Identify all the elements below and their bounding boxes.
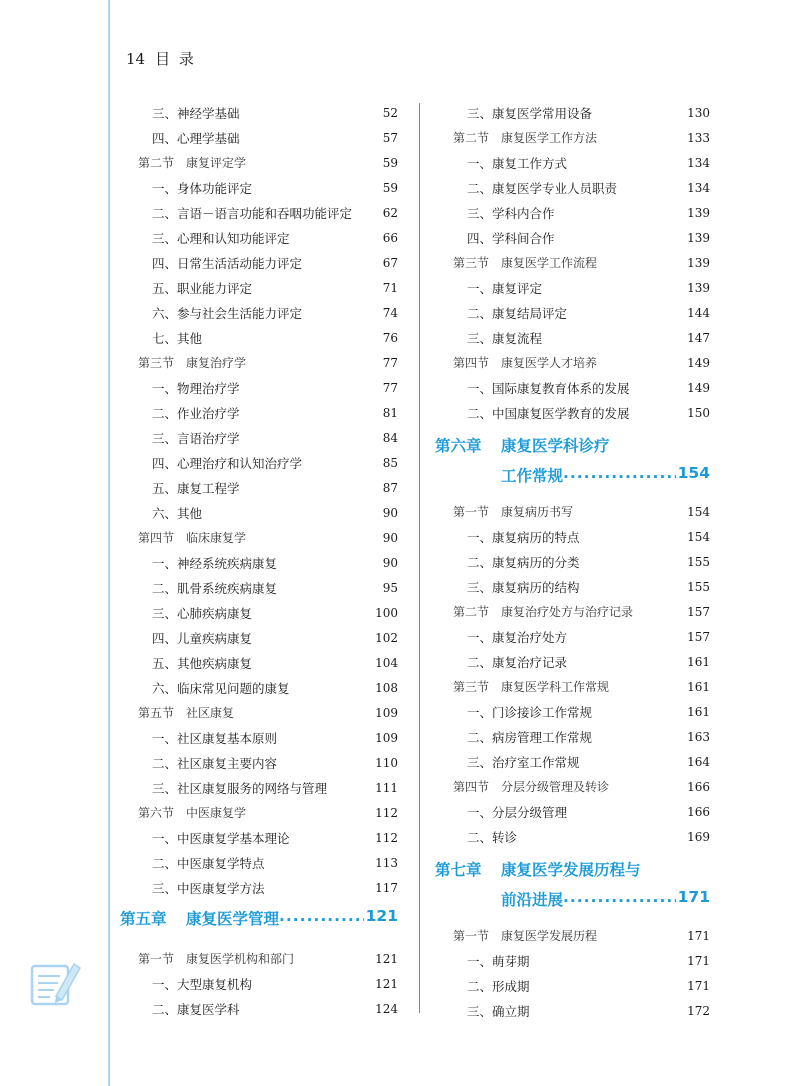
toc-page-number: 171	[687, 929, 710, 943]
toc-entry-label: 一、大型康复机构	[152, 977, 253, 992]
toc-item	[120, 576, 398, 601]
toc-entry-label: 一、康复病历的特点	[467, 530, 580, 545]
toc-entry-label: 二、作业治疗学	[152, 406, 240, 421]
toc-section	[435, 126, 710, 151]
toc-entry-label: 二、言语－语言功能和吞咽功能评定	[152, 206, 353, 221]
toc-page-number: 154	[687, 505, 710, 519]
toc-entry-label: 三、心肺疾病康复	[152, 606, 253, 621]
toc-item	[435, 226, 710, 251]
toc-section	[435, 251, 710, 276]
leader-dots	[563, 888, 676, 910]
toc-entry-label: 第二节 康复评定学	[138, 156, 247, 170]
toc-item	[120, 251, 398, 276]
toc-item	[120, 876, 398, 901]
toc-page-number: 139	[687, 256, 710, 270]
toc-item	[120, 997, 398, 1022]
toc-entry-label: 一、康复评定	[467, 281, 543, 296]
chapter-title-line2	[501, 888, 710, 910]
toc-page-number: 77	[382, 356, 398, 370]
toc-entry-label: 二、转诊	[467, 830, 518, 845]
margin-line	[108, 0, 110, 1086]
toc-page-number: 76	[382, 331, 398, 345]
toc-entry-label: 六、其他	[152, 506, 203, 521]
toc-page-number: 161	[687, 680, 710, 694]
toc-page-number: 172	[687, 1004, 710, 1018]
toc-entry-label: 四、学科间合作	[467, 231, 555, 246]
toc-item	[435, 825, 710, 850]
toc-entry-label: 三、康复流程	[467, 331, 543, 346]
toc-entry-label: 三、中医康复学方法	[152, 881, 265, 896]
toc-entry-label: 二、康复治疗记录	[467, 655, 568, 670]
toc-item	[435, 201, 710, 226]
toc-page-number: 154	[687, 530, 710, 544]
toc-item	[120, 326, 398, 351]
toc-item	[435, 376, 710, 401]
column-divider	[419, 103, 420, 1013]
toc-item	[435, 401, 710, 426]
toc-item	[120, 176, 398, 201]
toc-page-number: 166	[687, 805, 710, 819]
toc-entry-label: 二、康复医学专业人员职责	[467, 181, 618, 196]
toc-entry-label: 五、其他疾病康复	[152, 656, 253, 671]
chapter-title-continued: 工作常规	[501, 467, 564, 485]
toc-chapter	[435, 430, 710, 498]
toc-entry-label: 第六节 中医康复学	[138, 806, 247, 820]
toc-entry-label: 一、中医康复学基本理论	[152, 831, 290, 846]
toc-entry-label: 第三节 康复医学工作流程	[453, 256, 598, 270]
toc-item	[120, 851, 398, 876]
toc-page-number: 81	[382, 406, 398, 420]
page-number: 14	[126, 50, 146, 68]
toc-entry-label: 三、神经学基础	[152, 106, 240, 121]
toc-page-number: 139	[687, 206, 710, 220]
toc-page-number: 108	[375, 681, 398, 695]
toc-entry-label: 四、日常生活活动能力评定	[152, 256, 303, 271]
toc-item	[120, 201, 398, 226]
chapter-page-number: 171	[677, 888, 710, 906]
chapter-title-line1: 康复医学发展历程与	[501, 861, 641, 879]
toc-item	[120, 401, 398, 426]
toc-page-number: 121	[375, 952, 398, 966]
leader-dots	[279, 907, 364, 929]
chapter-title-line2	[501, 464, 710, 486]
chapter-title-continued: 前沿进展	[501, 891, 564, 909]
toc-section	[435, 775, 710, 800]
toc-entry-label: 一、国际康复教育体系的发展	[467, 381, 630, 396]
toc-page-number: 109	[375, 731, 398, 745]
toc-entry-label: 七、其他	[152, 331, 203, 346]
chapter-number: 第七章	[435, 861, 482, 879]
toc-item	[120, 476, 398, 501]
toc-page-number: 161	[687, 655, 710, 669]
toc-entry-label: 二、康复结局评定	[467, 306, 568, 321]
page-header	[126, 48, 196, 69]
toc-item	[120, 301, 398, 326]
toc-section	[120, 801, 398, 826]
toc-item	[120, 676, 398, 701]
toc-entry-label: 六、参与社会生活能力评定	[152, 306, 303, 321]
toc-page-number: 77	[382, 381, 398, 395]
toc-entry-label: 三、康复病历的结构	[467, 580, 580, 595]
chapter-page-number: 121	[365, 907, 398, 925]
toc-page-number: 163	[687, 730, 710, 744]
toc-page-number: 171	[687, 954, 710, 968]
toc-item	[120, 501, 398, 526]
toc-page-number: 124	[375, 1002, 398, 1016]
notebook-pencil-icon	[28, 956, 82, 1010]
toc-entry-label: 一、门诊接诊工作常规	[467, 705, 593, 720]
toc-entry-label: 二、康复医学科	[152, 1002, 240, 1017]
toc-item	[120, 826, 398, 851]
toc-item	[435, 949, 710, 974]
toc-item	[120, 626, 398, 651]
toc-item	[120, 276, 398, 301]
toc-page-number: 90	[382, 531, 398, 545]
toc-entry-label: 四、心理学基础	[152, 131, 240, 146]
toc-item	[435, 176, 710, 201]
header-title: 目 录	[155, 50, 196, 68]
toc-page-number: 66	[382, 231, 398, 245]
toc-item	[120, 426, 398, 451]
toc-item	[120, 551, 398, 576]
toc-entry-label: 五、康复工程学	[152, 481, 240, 496]
toc-page-number: 161	[687, 705, 710, 719]
toc-item	[435, 575, 710, 600]
toc-entry-label: 第一节 康复医学发展历程	[453, 929, 598, 943]
toc-entry-label: 第二节 康复治疗处方与治疗记录	[453, 605, 634, 619]
toc-section	[435, 675, 710, 700]
chapter-title: 康复医学管理	[186, 910, 280, 928]
toc-page-number: 113	[375, 856, 398, 870]
toc-section	[120, 947, 398, 972]
toc-page-number: 169	[687, 830, 710, 844]
chapter-number: 第五章	[120, 910, 167, 928]
toc-entry-label: 第四节 康复医学人才培养	[453, 356, 598, 370]
toc-page-number: 71	[382, 281, 398, 295]
toc-item	[435, 974, 710, 999]
chapter-page-number: 154	[677, 464, 710, 482]
toc-entry-label: 三、确立期	[467, 1004, 530, 1019]
toc-entry-label: 三、康复医学常用设备	[467, 106, 593, 121]
toc-section	[435, 500, 710, 525]
toc-page-number: 102	[375, 631, 398, 645]
toc-page-number: 90	[382, 556, 398, 570]
toc-entry-label: 一、神经系统疾病康复	[152, 556, 278, 571]
toc-item	[120, 776, 398, 801]
toc-section	[435, 351, 710, 376]
toc-page-number: 112	[375, 806, 398, 820]
toc-entry-label: 第四节 临床康复学	[138, 531, 247, 545]
toc-item	[120, 226, 398, 251]
toc-entry-label: 一、物理治疗学	[152, 381, 240, 396]
toc-page-number: 62	[382, 206, 398, 220]
toc-entry-label: 第三节 康复医学科工作常规	[453, 680, 610, 694]
toc-section	[435, 600, 710, 625]
toc-entry-label: 一、身体功能评定	[152, 181, 253, 196]
toc-page-number: 139	[687, 281, 710, 295]
toc-page-number: 59	[382, 181, 398, 195]
toc-page-number: 84	[382, 431, 398, 445]
toc-page-number: 74	[382, 306, 398, 320]
chapter-title-line1: 康复医学科诊疗	[501, 437, 610, 455]
toc-entry-label: 第三节 康复治疗学	[138, 356, 247, 370]
toc-page-number: 121	[375, 977, 398, 991]
toc-chapter	[435, 854, 710, 922]
toc-item	[120, 972, 398, 997]
toc-right-column	[435, 101, 710, 1024]
toc-entry-label: 二、社区康复主要内容	[152, 756, 278, 771]
toc-entry-label: 六、临床常见问题的康复	[152, 681, 290, 696]
toc-entry-label: 三、社区康复服务的网络与管理	[152, 781, 328, 796]
toc-page-number: 150	[687, 406, 710, 420]
toc-section	[120, 526, 398, 551]
toc-section	[120, 701, 398, 726]
toc-page-number: 112	[375, 831, 398, 845]
toc-page-number: 134	[687, 181, 710, 195]
toc-entry-label: 第二节 康复医学工作方法	[453, 131, 598, 145]
toc-item	[435, 101, 710, 126]
toc-page-number: 144	[687, 306, 710, 320]
toc-page-number: 164	[687, 755, 710, 769]
toc-section	[435, 924, 710, 949]
toc-page-number: 59	[382, 156, 398, 170]
toc-page-number: 130	[687, 106, 710, 120]
toc-entry-label: 第一节 康复病历书写	[453, 505, 574, 519]
toc-item	[120, 451, 398, 476]
chapter-number: 第六章	[435, 437, 482, 455]
toc-item	[120, 101, 398, 126]
toc-page-number: 166	[687, 780, 710, 794]
toc-entry-label: 一、康复治疗处方	[467, 630, 568, 645]
toc-page-number: 85	[382, 456, 398, 470]
toc-item	[120, 726, 398, 751]
toc-entry-label: 二、形成期	[467, 979, 530, 994]
leader-dots	[563, 464, 676, 486]
toc-page-number: 149	[687, 381, 710, 395]
toc-page-number: 100	[375, 606, 398, 620]
toc-item	[435, 301, 710, 326]
chapter-title-line	[186, 907, 398, 929]
toc-page-number: 157	[687, 605, 710, 619]
toc-item	[435, 525, 710, 550]
toc-entry-label: 三、治疗室工作常规	[467, 755, 580, 770]
toc-page-number: 57	[382, 131, 398, 145]
toc-entry-label: 二、病房管理工作常规	[467, 730, 593, 745]
toc-entry-label: 二、中医康复学特点	[152, 856, 265, 871]
toc-page-number: 155	[687, 580, 710, 594]
toc-page-number: 157	[687, 630, 710, 644]
toc-entry-label: 第一节 康复医学机构和部门	[138, 952, 295, 966]
toc-item	[120, 126, 398, 151]
toc-page-number: 109	[375, 706, 398, 720]
toc-item	[435, 625, 710, 650]
toc-entry-label: 四、儿童疾病康复	[152, 631, 253, 646]
toc-page-number: 134	[687, 156, 710, 170]
toc-left-column	[120, 101, 398, 1022]
toc-entry-label: 一、分层分级管理	[467, 805, 568, 820]
toc-page-number: 171	[687, 979, 710, 993]
toc-item	[435, 650, 710, 675]
toc-page-number: 52	[382, 106, 398, 120]
toc-page-number: 139	[687, 231, 710, 245]
toc-page-number: 110	[375, 756, 398, 770]
toc-page-number: 155	[687, 555, 710, 569]
toc-page-number: 67	[382, 256, 398, 270]
toc-section	[120, 151, 398, 176]
toc-item	[435, 800, 710, 825]
toc-entry-label: 第四节 分层分级管理及转诊	[453, 780, 610, 794]
toc-page-number: 104	[375, 656, 398, 670]
toc-entry-label: 二、康复病历的分类	[467, 555, 580, 570]
toc-item	[435, 750, 710, 775]
toc-page-number: 90	[382, 506, 398, 520]
toc-entry-label: 一、康复工作方式	[467, 156, 568, 171]
toc-entry-label: 一、萌芽期	[467, 954, 530, 969]
toc-item	[435, 999, 710, 1024]
toc-section	[120, 351, 398, 376]
toc-item	[435, 326, 710, 351]
toc-item	[435, 550, 710, 575]
toc-entry-label: 一、社区康复基本原则	[152, 731, 278, 746]
toc-page-number: 111	[375, 781, 398, 795]
toc-item	[120, 376, 398, 401]
toc-item	[120, 651, 398, 676]
toc-item	[435, 151, 710, 176]
toc-item	[120, 601, 398, 626]
toc-page-number: 95	[382, 581, 398, 595]
toc-entry-label: 二、中国康复医学教育的发展	[467, 406, 630, 421]
toc-item	[120, 751, 398, 776]
toc-entry-label: 第五节 社区康复	[138, 706, 235, 720]
toc-entry-label: 三、心理和认知功能评定	[152, 231, 290, 246]
toc-item	[435, 725, 710, 750]
toc-page-number: 117	[375, 881, 398, 895]
toc-entry-label: 四、心理治疗和认知治疗学	[152, 456, 303, 471]
toc-page-number: 149	[687, 356, 710, 370]
toc-page-number: 147	[687, 331, 710, 345]
toc-entry-label: 三、学科内合作	[467, 206, 555, 221]
toc-entry-label: 二、肌骨系统疾病康复	[152, 581, 278, 596]
toc-entry-label: 三、言语治疗学	[152, 431, 240, 446]
toc-page-number: 133	[687, 131, 710, 145]
toc-page-number: 87	[382, 481, 398, 495]
toc-entry-label: 五、职业能力评定	[152, 281, 253, 296]
toc-chapter	[120, 903, 398, 945]
toc-item	[435, 700, 710, 725]
toc-item	[435, 276, 710, 301]
